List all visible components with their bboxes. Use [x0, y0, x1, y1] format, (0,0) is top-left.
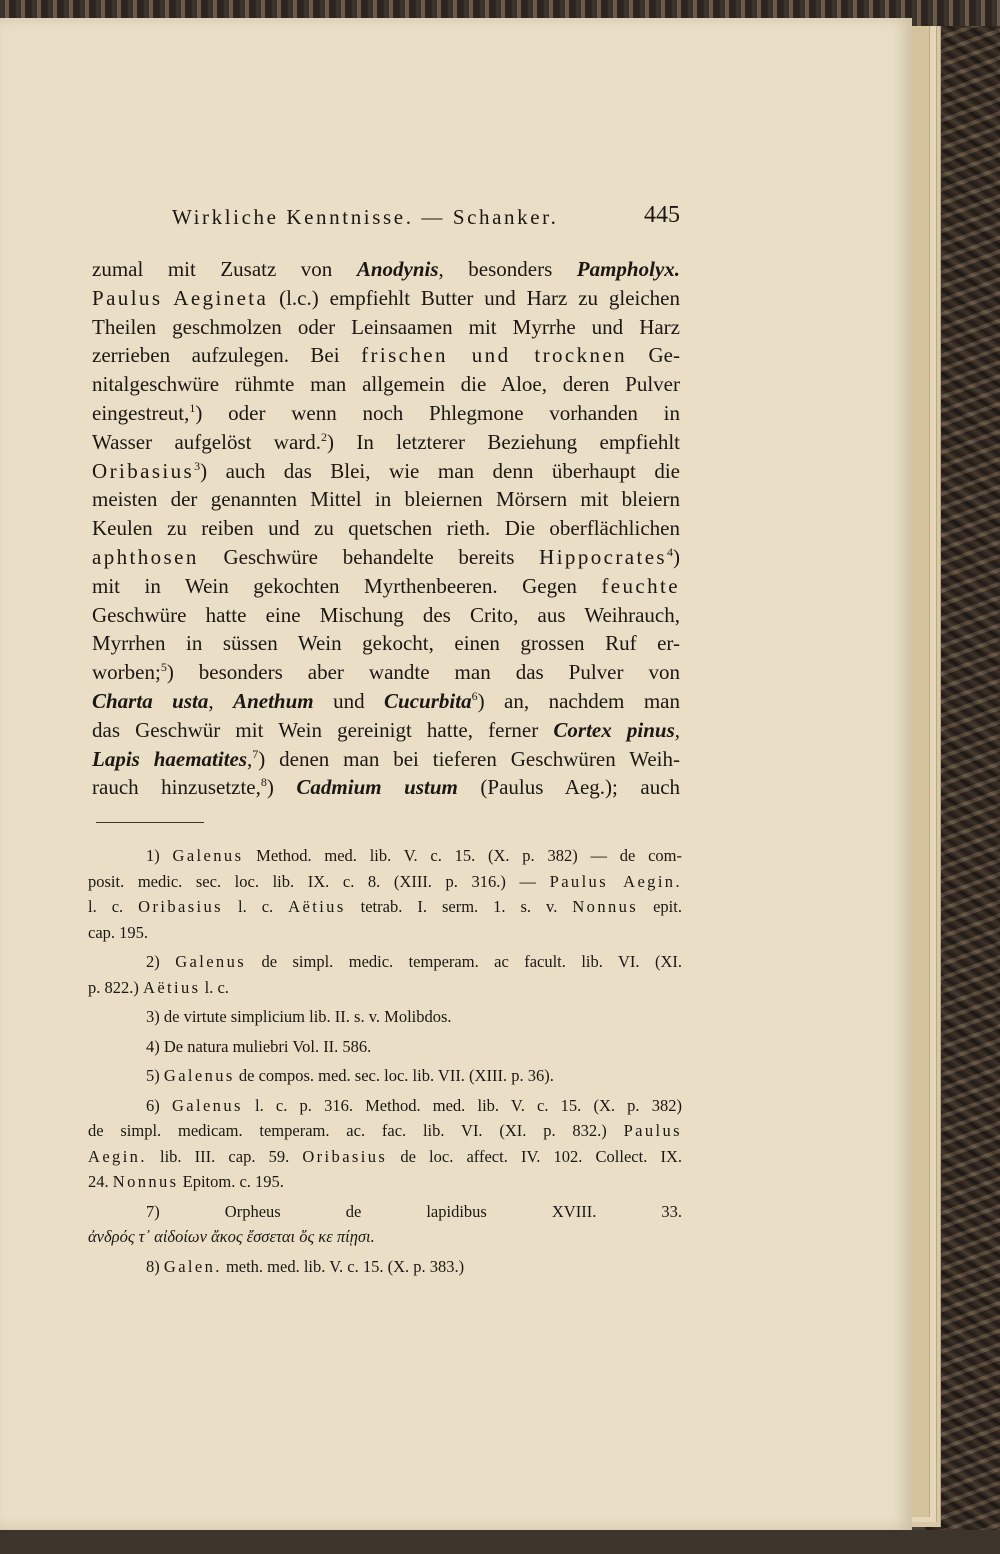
- footnote: [88, 1063, 682, 1089]
- text-run: ) denen man bei tieferen Geschwüren Weih-: [258, 746, 680, 771]
- text-line: [92, 370, 680, 399]
- footnote-line: [88, 1199, 682, 1225]
- text-line: [92, 399, 680, 428]
- text-run: worben;: [92, 660, 161, 685]
- text-run: ) besonders aber wandte man das Pulver von: [166, 660, 680, 685]
- footnote: [88, 1199, 682, 1250]
- text-run: 1): [146, 846, 173, 865]
- text-run: meth. med. lib. V. c. 15. (X. p. 383.): [221, 1256, 465, 1276]
- page-number: 445: [644, 202, 680, 228]
- text-run: Wasser aufgelöst ward.: [92, 429, 322, 454]
- footnote-line: [88, 1224, 682, 1250]
- text-run: ) auch das Blei, wie man denn überhaupt die: [200, 458, 680, 483]
- text-run: Geschwüre hatte eine Mischung des Crito, aus Weihrauch,: [92, 602, 680, 627]
- spaced-name: Aëtius: [288, 897, 346, 916]
- spaced-name: Paulus: [92, 285, 163, 310]
- spaced-name: Galenus: [163, 1066, 235, 1085]
- italic-term: Lapis haematites: [92, 746, 248, 771]
- text-line: [92, 658, 680, 687]
- spaced-name: Aëtius: [143, 977, 201, 997]
- footnote-marker: 4: [667, 544, 673, 559]
- text-line: [92, 687, 680, 716]
- footnote-line: [88, 1093, 682, 1119]
- footnote-line: [88, 949, 682, 975]
- text-line: [92, 255, 680, 284]
- spaced-name: Oribasius: [302, 1146, 388, 1166]
- footnote-marker: 2: [321, 429, 328, 444]
- running-head-title: Wirkliche Kenntnisse. — Schanker.: [172, 205, 559, 229]
- text-line: [92, 629, 680, 658]
- footnote-line: [88, 1034, 682, 1060]
- footnote: [88, 843, 682, 945]
- footnote-line: [88, 869, 682, 895]
- text-line: [92, 745, 680, 774]
- text-run: tetrab. I. serm. 1. s. v.: [345, 897, 573, 916]
- text-run: de compos. med. sec. loc. lib. VII. (XIII. p. 36).: [234, 1066, 554, 1085]
- spaced-name: Aegineta: [173, 285, 269, 310]
- spaced-name: Galenus: [172, 846, 244, 865]
- footnote-line: [88, 1144, 682, 1170]
- text-run: ) an, nachdem man: [477, 688, 680, 713]
- text-line: [92, 457, 680, 486]
- text-run: de simpl. medicam. temperam. ac. fac. lib. VI. (XI. p. 832.): [88, 1121, 624, 1140]
- footnote-line: [88, 1004, 682, 1030]
- spaced-name: Galenus: [171, 1095, 243, 1115]
- spaced-name: Nonnus: [112, 1172, 179, 1191]
- text-run: Myrrhen in süssen Wein gekocht, einen grossen Ruf er-: [92, 631, 680, 656]
- text-run: Method. med. lib. V. c. 15. (X. p. 382) — de com-: [243, 846, 682, 865]
- footnote: [88, 1034, 682, 1060]
- text-run: de simpl. medic. temperam. ac facult. lib. VI. (XI.: [246, 952, 682, 971]
- text-run: ,: [247, 746, 253, 771]
- footnote-marker: 8: [260, 775, 267, 790]
- footnote-line: [88, 920, 682, 946]
- italic-term: Charta usta: [92, 688, 209, 713]
- footnote-line: [88, 1254, 682, 1280]
- footnote-marker: 7: [252, 746, 259, 761]
- text-run: ): [673, 544, 680, 569]
- text-run: 5): [146, 1066, 164, 1085]
- text-line: [92, 428, 680, 457]
- text-run: zerrieben aufzulegen. Bei: [92, 343, 362, 368]
- text-run: l. c. p. 316. Method. med. lib. V. c. 15. (X. p. 382): [242, 1095, 682, 1115]
- spaced-name: Galenus: [175, 952, 247, 971]
- main-text: [92, 255, 680, 802]
- footnote-line: [88, 894, 682, 920]
- footnote-spacer: [88, 1279, 682, 1283]
- footnote: [88, 1004, 682, 1030]
- spaced-name: Paulus: [623, 1121, 682, 1140]
- italic-term: Anodynis: [356, 257, 439, 281]
- footnote-line: [88, 1063, 682, 1089]
- text-run: de loc. affect. IV. 102. Collect. IX.: [387, 1146, 682, 1166]
- text-run: Epitom. c. 195.: [178, 1172, 284, 1191]
- text-run: ): [266, 775, 297, 800]
- text-run: l. c.: [88, 897, 139, 916]
- text-run: und: [313, 688, 385, 713]
- footnote-line: [88, 843, 682, 869]
- footnote: [88, 949, 682, 1000]
- text-run: 6): [146, 1095, 172, 1115]
- text-run: posit. medic. sec. loc. lib. IX. c. 8. (XIII. p. 316.) —: [88, 871, 550, 891]
- footnote-line: [88, 1169, 682, 1195]
- text-line: [92, 601, 680, 630]
- footnote-marker: 6: [471, 688, 478, 703]
- text-line: [92, 313, 680, 342]
- spaced-name: Aegin.: [88, 1146, 147, 1166]
- italic-term: Cortex pinus: [553, 717, 675, 742]
- spaced-name: Oribasius: [138, 897, 224, 916]
- text-run: p. 822.): [88, 977, 143, 997]
- footnote-marker: 1: [189, 400, 196, 415]
- text-run: Theilen geschmolzen oder Leinsaamen mit Myrrhe und Harz: [92, 314, 680, 339]
- footnote-line: [88, 1118, 682, 1144]
- text-line: [92, 514, 680, 543]
- spaced-name: frischen und trocknen: [361, 343, 628, 368]
- text-run: ) oder wenn noch Phlegmone vorhanden in: [195, 400, 680, 425]
- text-run: ,: [208, 688, 234, 713]
- text-line: [92, 773, 680, 802]
- text-run: nitalgeschwüre rühmte man allgemein die Aloe, deren Pulver: [92, 372, 680, 397]
- text-run: mit in Wein gekochten Myrthenbeeren. Gegen: [92, 573, 602, 598]
- text-run: l. c.: [200, 977, 229, 997]
- footnote-rule: [96, 822, 204, 823]
- text-line: [92, 572, 680, 601]
- running-head: [172, 202, 680, 237]
- text-run: 7) Orpheus de lapidibus XVIII. 33.: [146, 1201, 682, 1221]
- spaced-name: Hippocrates: [539, 544, 667, 569]
- footnote-marker: 3: [194, 458, 201, 473]
- text-line: [92, 716, 680, 745]
- spaced-name: Galen.: [163, 1256, 222, 1276]
- text-line: [92, 341, 680, 370]
- text-run: das Geschwür mit Wein gereinigt hatte, ferner: [92, 717, 554, 742]
- italic-term: Cadmium ustum: [296, 775, 458, 800]
- text-run: 3) de virtute simplicium lib. II. s. v. Molibdos.: [146, 1007, 452, 1026]
- text-line: [92, 284, 680, 313]
- text-run: Ge-: [627, 343, 680, 368]
- text-run: rauch hinzusetzte,: [92, 775, 261, 800]
- greek-quotation: ἀνδρός τ᾽ αἰδοίων ἄκος ἔσσεται ὅς κε πίῃσι.: [88, 1227, 375, 1246]
- text-run: l. c.: [223, 897, 289, 916]
- text-run: 24.: [88, 1172, 113, 1191]
- text-run: 8): [146, 1256, 164, 1276]
- text-run: 4) De natura muliebri Vol. II. 586.: [146, 1036, 372, 1056]
- text-run: lib. III. cap. 59.: [146, 1146, 303, 1166]
- text-run: ,: [674, 717, 681, 742]
- spaced-name: Oribasius: [92, 458, 195, 483]
- text-run: Geschwüre behandelte bereits: [198, 544, 540, 569]
- text-run: zumal mit Zusatz von: [92, 257, 357, 281]
- text-run: [162, 286, 173, 310]
- footnote: [88, 1254, 682, 1280]
- text-run: epit.: [638, 897, 682, 916]
- spaced-name: feuchte: [601, 573, 680, 598]
- footnote-marker: 5: [160, 660, 167, 675]
- text-run: Keulen zu reiben und zu quetschen rieth. Die oberflächlichen: [92, 516, 680, 541]
- spaced-name: Nonnus: [572, 897, 639, 916]
- spaced-name: Paulus Aegin.: [549, 871, 682, 891]
- italic-term: Pampholyx.: [576, 257, 681, 281]
- text-line: [92, 485, 680, 514]
- text-run: eingestreut,: [92, 400, 190, 425]
- text-run: (l.c.) empfiehlt Butter und Harz zu gleichen: [268, 285, 681, 310]
- footnotes: [88, 843, 682, 1283]
- bottom-binding-edge: [0, 1530, 1000, 1554]
- text-run: , besonders: [438, 257, 577, 281]
- italic-term: Anethum: [233, 688, 314, 713]
- text-run: meisten der genannten Mittel in bleiernen Mörsern mit bleiern: [92, 487, 680, 512]
- italic-term: Cucurbita: [384, 688, 472, 713]
- footnote: [88, 1093, 682, 1195]
- footnote-line: [88, 975, 682, 1001]
- spaced-name: aphthosen: [92, 544, 199, 569]
- text-run: cap. 195.: [88, 922, 149, 942]
- text-line: [92, 543, 680, 572]
- text-run: 2): [146, 952, 176, 971]
- text-run: ) In letzterer Beziehung empfiehlt: [327, 429, 680, 454]
- text-run: (Paulus Aeg.); auch: [457, 775, 681, 800]
